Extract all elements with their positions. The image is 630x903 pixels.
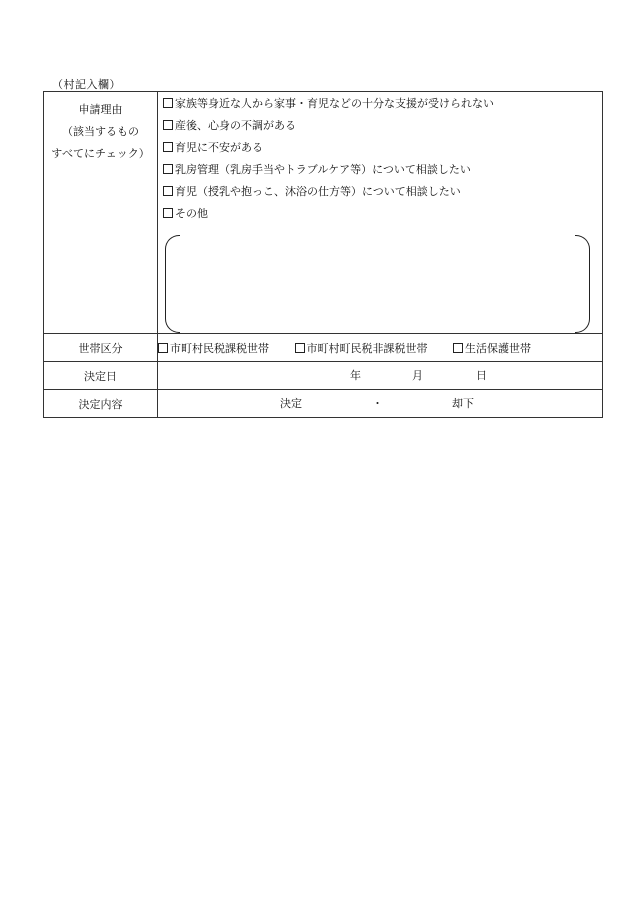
reason-option-childcare-consultation[interactable] [163, 185, 602, 207]
decision-date-row [44, 362, 603, 390]
household-option-taxable[interactable] [158, 342, 269, 355]
reason-label-line-3: すべてにチェック） [51, 147, 150, 160]
village-entry-form [43, 91, 603, 418]
reason-option-breast-care[interactable] [163, 163, 602, 185]
right-bracket [575, 235, 590, 333]
option-separator: ・ [372, 397, 383, 410]
option-label: 乳房管理（乳房手当やトラブルケア等）について相談したい [175, 163, 471, 176]
decision-content-row [44, 390, 603, 418]
reason-row [44, 92, 603, 334]
decision-content-field [158, 390, 603, 418]
reason-option-postpartum-condition[interactable] [163, 119, 602, 141]
option-label: 家族等身近な人から家事・育児などの十分な支援が受けられない [175, 97, 494, 110]
household-row [44, 334, 603, 362]
option-label: 生活保護世帯 [465, 341, 531, 355]
reason-label-line-1: 申請理由 [78, 103, 123, 116]
option-label: 育児（授乳や抱っこ、沐浴の仕方等）について相談したい [175, 185, 461, 198]
checkbox[interactable] [163, 164, 173, 174]
option-label: 産後、心身の不調がある [175, 119, 296, 132]
option-label: 育児に不安がある [175, 141, 263, 154]
household-option-welfare[interactable] [453, 342, 531, 355]
decision-date-label: 決定日 [44, 362, 158, 390]
day-unit: 日 [476, 369, 487, 382]
reason-label-cell [44, 92, 158, 334]
reason-option-family-support[interactable] [163, 97, 602, 119]
month-unit: 月 [412, 369, 423, 382]
checkbox[interactable] [163, 98, 173, 108]
checkbox[interactable] [163, 142, 173, 152]
reason-option-other[interactable] [163, 207, 602, 229]
household-label: 世帯区分 [44, 334, 158, 362]
reject-option[interactable]: 却下 [452, 397, 474, 410]
approve-option[interactable]: 決定 [280, 397, 302, 410]
checkbox[interactable] [295, 343, 305, 353]
reason-option-childcare-anxiety[interactable] [163, 141, 602, 163]
reason-options-cell [158, 92, 603, 334]
household-options-cell [158, 334, 603, 362]
checkbox[interactable] [453, 343, 463, 353]
decision-date-field[interactable] [158, 362, 603, 390]
checkbox[interactable] [163, 120, 173, 130]
checkbox[interactable] [158, 343, 168, 353]
year-unit: 年 [350, 369, 361, 382]
other-detail-area[interactable] [163, 229, 602, 333]
left-bracket [165, 235, 180, 333]
household-option-non-taxable[interactable] [295, 342, 428, 355]
option-label: その他 [175, 207, 208, 220]
checkbox[interactable] [163, 208, 173, 218]
section-caption: （村記入欄） [52, 78, 121, 91]
option-label: 市町村町民税非課税世帯 [306, 341, 428, 355]
reason-label-line-2: （該当するもの [62, 125, 139, 138]
option-label: 市町村民税課税世帯 [170, 341, 269, 355]
decision-content-label: 決定内容 [44, 390, 158, 418]
checkbox[interactable] [163, 186, 173, 196]
